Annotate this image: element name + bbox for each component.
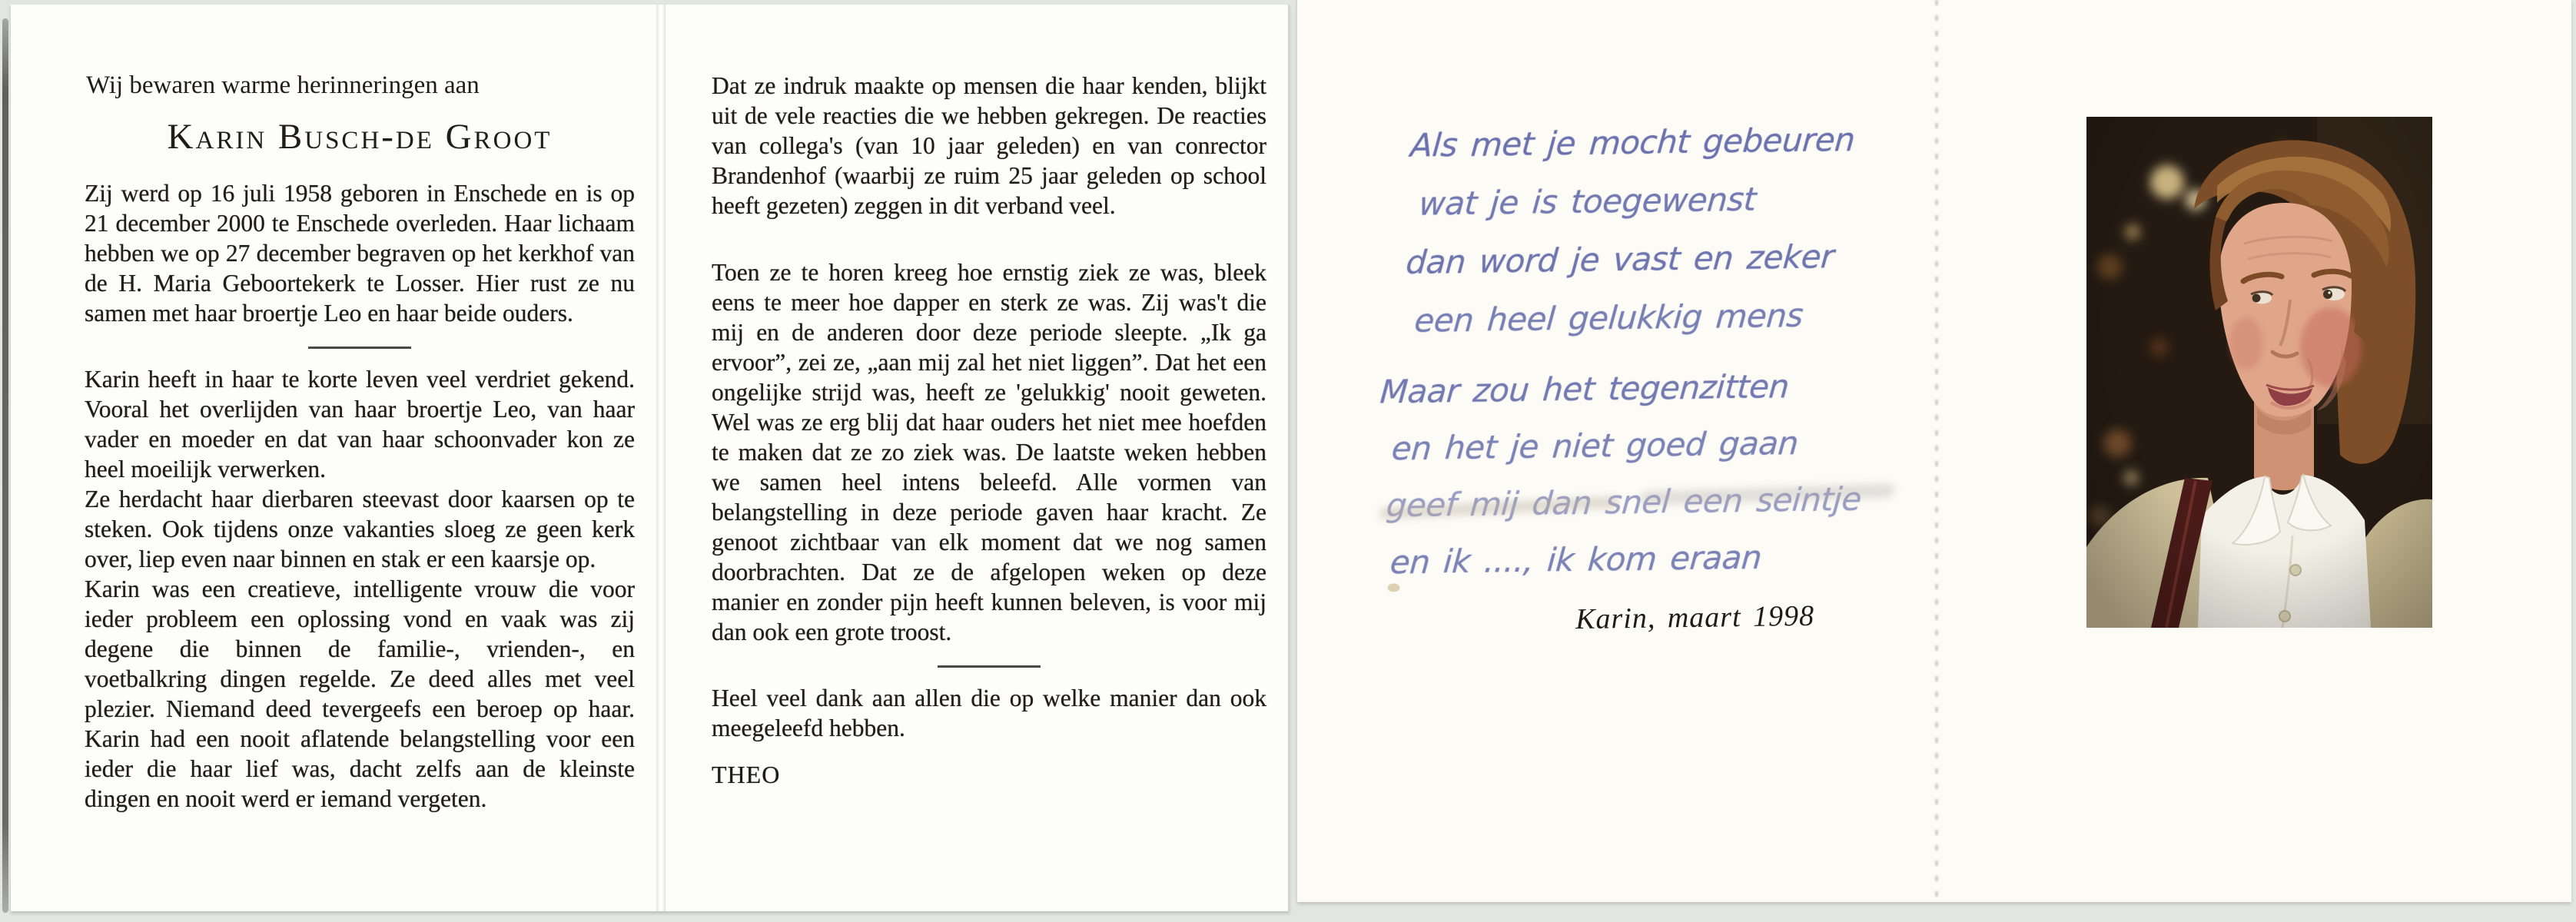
portrait-photo — [2086, 117, 2432, 628]
right-card-spread — [1297, 0, 2571, 902]
handwritten-line-smudged — [1385, 480, 1862, 525]
handwritten-line: en het je niet goed gaan — [1390, 423, 1800, 468]
biography-paragraph: Karin was een creatieve, intelligente vrouw die voor ieder probleem een oplossing vond en vaak was zij degene die binnen de familie-, vrienden-, en voetbalkring dingen regelde. Ze deed alles met veel plezier. Niemand deed tevergeefs een beroep op haar. Karin had een nooit aflatende belangstelling voor een ieder die haar lief was, dacht zelfs aan de kleinste dingen en nooit werd er iemand vergeten. — [85, 575, 635, 812]
handwritten-line: Als met je mocht gebeuren — [1409, 120, 1857, 165]
handwritten-line: dan word je vast en zeker — [1404, 237, 1835, 282]
memories-paragraph: Toen ze te horen kreeg hoe ernstig ziek ze was, bleek eens te meer hoe dapper en sterk ze was. Zij was't die mij en de anderen door deze periode sleepte. „Ik ga ervoor”, zei ze, „aan mij zal het niet liggen”. Dat het een ongelijke strijd was, heeft ze 'gelukkig' nooit geweten. Wel was ze erg blij dat haar ouders het niet mee hoefden te maken dat ze zo ziek was. De laatste weken hebben we samen heel intens beleefd. Alle vormen van belangstelling in deze periode gaven haar kracht. Ze genoot zichtbaar van elk moment dat we nog samen doorbrachten. Dat ze de afgelopen weken op deze manier en zonder pijn heeft kunnen beleven, is voor mij dan ook een grote troost. — [712, 259, 1266, 645]
memories-paragraph: Dat ze indruk maakte op mensen die haar kenden, blijkt uit de vele reacties die we hebben gekregen. De reacties van collega's (van 10 jaar geleden) en van conrector Brandenhof (waarbij ze ruim 25 jaar geleden op school heeft gezeten) zeggen in dit verband veel. — [712, 72, 1266, 219]
paper-speck — [1387, 583, 1399, 592]
handwritten-line: een heel gelukkig mens — [1412, 296, 1804, 340]
signoff-name: THEO — [712, 761, 781, 788]
handwritten-line-text: geef mij dan snel een seintje — [1385, 479, 1863, 525]
intro-line: Wij bewaren warme herinneringen aan — [86, 71, 480, 99]
panel-biography — [85, 71, 635, 814]
biography-paragraph: Karin heeft in haar te korte leven veel verdriet gekend. Vooral het overlijden van haar broertje Leo, van haar vader en moeder en dat van haar schoonvader kon ze heel moeilijk verwerken. — [85, 366, 635, 483]
portrait-photo-illustration — [2086, 117, 2432, 628]
biography-paragraph: Ze herdacht haar dierbaren steevast door kaarsen op te steken. Ook tijdens onze vakanties sloeg ze geen kerk over, liep even naar binnen en stak er een kaarsje op. — [85, 486, 635, 572]
panel-handwritten-note — [1376, 109, 1999, 671]
scanner-edge-shadow — [2, 18, 8, 913]
handwritten-line: Maar zou het tegenzitten — [1379, 367, 1791, 411]
biography-paragraph: Zij werd op 16 juli 1958 geboren in Enschede en is op 21 december 2000 te Enschede overleden. Haar lichaam hebben we op 27 december begraven op het kerkhof van de H. Maria Geboortekerk te Losser. Hier rust ze nu samen met haar broertje Leo en haar beide ouders. — [85, 180, 635, 327]
photo-vignette — [2086, 117, 2432, 628]
thanks-paragraph: Heel veel dank aan allen die op welke manier dan ook meegeleefd hebben. — [712, 685, 1266, 741]
left-card-spread — [11, 5, 1290, 911]
handwritten-line: wat je is toegewenst — [1417, 180, 1758, 223]
separator-rule — [308, 347, 411, 349]
deceased-name-title: Karin Busch-de Groot — [167, 117, 553, 157]
handwritten-line: en ik ...., ik kom eraan — [1389, 538, 1763, 582]
left-card-fold-line — [656, 5, 666, 911]
panel-memories — [712, 71, 1266, 790]
separator-rule — [938, 665, 1041, 668]
attribution-signature: Karin, maart 1998 — [1575, 599, 1815, 636]
